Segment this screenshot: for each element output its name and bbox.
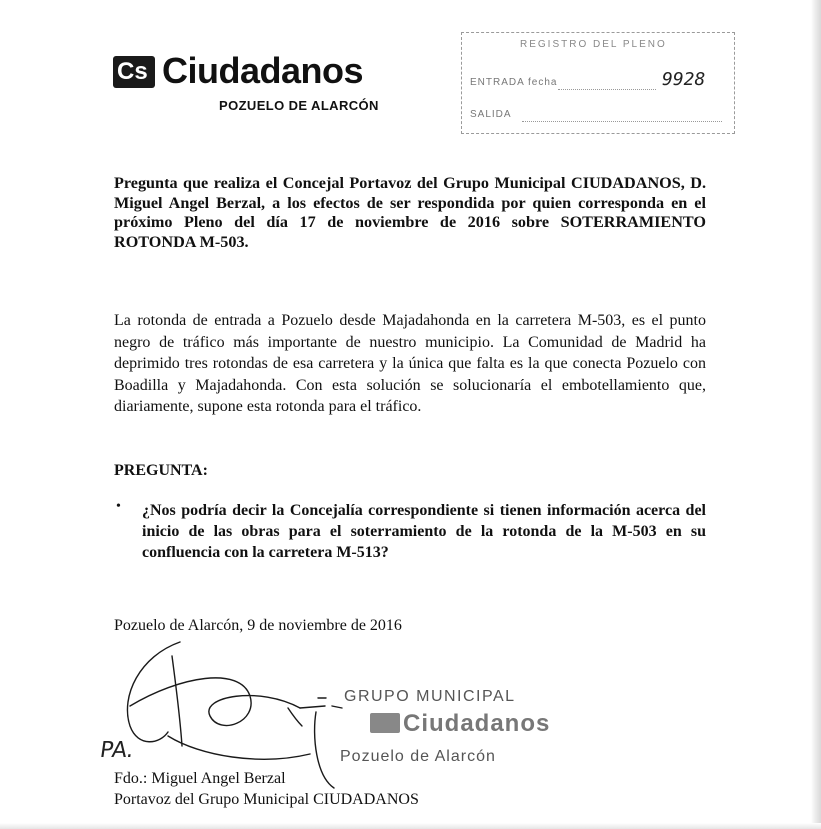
pa-mark: PA. bbox=[98, 738, 136, 763]
registry-entrada-label: ENTRADA fecha bbox=[470, 77, 558, 88]
signer-role: Portavoz del Grupo Municipal CIUDADANOS bbox=[114, 791, 419, 808]
municipal-stamp-line1: GRUPO MUNICIPAL bbox=[344, 688, 516, 705]
section-label: PREGUNTA: bbox=[114, 462, 208, 479]
document-paragraph: La rotonda de entrada a Pozuelo desde Majadahonda en la carretera M-503, es el punto negro de tráfico más importante de nuestro municipio. La Comunidad de Madrid ha deprimido tres rotondas de esa carretera y la única que falta es la que conecta Pozuelo con Boadilla y Majadahonda. Con esta solución se solucionaría el embotellamiento que, diariamente, supone esta rotonda para el tráfico. bbox=[114, 312, 706, 415]
document-heading: Pregunta que realiza el Concejal Portavoz del Grupo Municipal CIUDADANOS, D. Miguel Angel Berzal, a los efectos de ser respondida por quien corresponda en el próximo Pleno del día 17 de noviembre de 2016 sobre SOTERRAMIENTO ROTONDA M-503. bbox=[114, 174, 706, 251]
registry-entrada-line bbox=[558, 89, 656, 90]
municipal-stamp-line2 bbox=[370, 710, 550, 738]
signer-name: Fdo.: Miguel Angel Berzal bbox=[114, 770, 286, 787]
cs-stamp-icon bbox=[370, 713, 400, 733]
logo-subtitle: POZUELO DE ALARCÓN bbox=[219, 98, 379, 113]
municipal-stamp-brand: Ciudadanos bbox=[403, 710, 551, 737]
registry-stamp bbox=[461, 32, 735, 134]
page-edge-right bbox=[811, 0, 821, 829]
registry-stamp-title: REGISTRO DEL PLENO bbox=[520, 39, 667, 50]
logo-text: Ciudadanos bbox=[162, 50, 364, 91]
bullet-icon: • bbox=[116, 499, 121, 514]
question-text: ¿Nos podría decir la Concejalía correspondiente si tienen información acerca del inicio de las obras para el soterramiento de la rotonda de la M-503 en su confluencia con la carretera M-513? bbox=[142, 502, 706, 561]
registry-salida-label: SALIDA bbox=[470, 109, 512, 120]
page-edge-bottom bbox=[0, 823, 821, 829]
registry-salida-line bbox=[522, 121, 722, 122]
municipal-stamp-line3: Pozuelo de Alarcón bbox=[340, 748, 496, 765]
cs-logo-icon bbox=[113, 56, 155, 88]
date-line: Pozuelo de Alarcón, 9 de noviembre de 2016 bbox=[114, 617, 402, 634]
registry-entrada-number: 9928 bbox=[662, 69, 706, 90]
signer-block bbox=[114, 768, 419, 810]
logo-mark-text: Cs bbox=[117, 58, 148, 85]
